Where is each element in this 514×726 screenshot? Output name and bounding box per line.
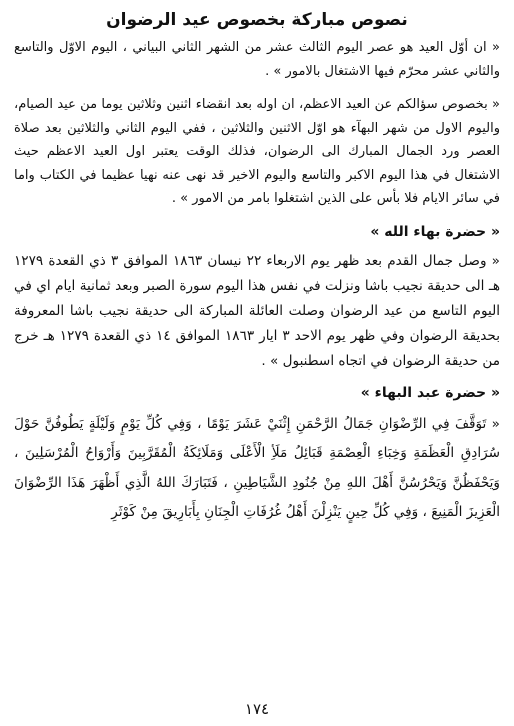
explanation-paragraph: « بخصوص سؤالكم عن العيد الاعظم، ان اوله بعد انقضاء اثنين وثلاثين يوما من عيد الصيام، واليوم الاول من شهر البهآء هو اوّل الاثنين والثلاثين ، ففي اليوم الثاني والثلاثين بعد صلاة العصر ورد الجمال المبارك الى الرضوان، فذلك الوقت يعتبر اول العيد الاعظم حيث الاشتغال في هذا اليوم الاكبر والتاسع واليوم الاخير قد نهى عنه نهيا عظيما في الكتاب واما في سائر الايام فلا بأس على الذين اشتغلوا بامر من الامور » . <box>14 97 500 206</box>
intro-quote-paragraph: « ان أوّل العيد هو عصر اليوم الثالث عشر من الشهر الثاني البياني ، اليوم الاوّل والتاسع والثاني عشر محرّم فيها الاشتغال بالامور » . <box>14 40 500 79</box>
bahaullah-paragraph: « وصل جمال القدم بعد ظهر يوم الاربعاء ٢٢ نيسان ١٨٦٣ الموافق ٣ ذي القعدة ١٢٧٩ هـ الى حديقة نجيب باشا ونزلت في نفس هذا اليوم سورة الصبر وبعد ثمانية ايام اي في اليوم التاسع من عيد الرضوان وصلت العائلة المباركة الى حديقة نجيب باشا المعروفة بحديقة الرضوان وفي ظهر يوم الاحد ٣ ايار ١٨٦٣ الموافق ١٤ ذي القعدة ١٢٧٩ هـ خرج من حديقة الرضوان في اتجاه اسطنبول » . <box>14 252 501 369</box>
section-heading-bahaullah: « حضرة بهاء الله » <box>370 223 500 240</box>
section-heading-abdulbaha: « حضرة عبد البهاء » <box>360 384 500 401</box>
page-title: نصوص مباركة بخصوص عيد الرضوان <box>106 10 408 30</box>
page-number: ١٧٤ <box>244 700 270 718</box>
abdulbaha-paragraph: « تَوَقَّفَ فِي الرِّضْوَانِ جَمَالُ الرَّحْمَنِ إِثْنَيْ عَشَرَ يَوْمًا ، وَفِي كُلِّ يَوْمٍ وَلَيْلَةٍ يَطُوفُنَّ حَوْلَ سُرَادِقِ الْعَظَمَةِ وَخِبَاءِ الْعِصْمَةِ قَبَائِلُ مَلَأِ الْأَعْلَى وَمَلَائِكَةُ الْمُقَرَّبِينَ وَأَرْوَاحُ الْمُرْسَلِينَ ، وَيَحْفَظُنَّ وَيَحْرُسُنَّ أَهْلَ اللهِ مِنْ جُنُودِ الشَّيَاطِينِ ، فَتَبَارَكَ اللهُ الَّذِي أَظْهَرَ هَذَا الرِّضْوَانَ الْعَزِيزَ الْمَنِيعَ ، وَفِي كُلِّ حِينٍ يَنْزِلْنَ أَهْلُ غُرُفَاتِ الْجِنَانِ بِأَبَارِيقَ مِنْ كَوْثَرِ <box>14 415 500 520</box>
